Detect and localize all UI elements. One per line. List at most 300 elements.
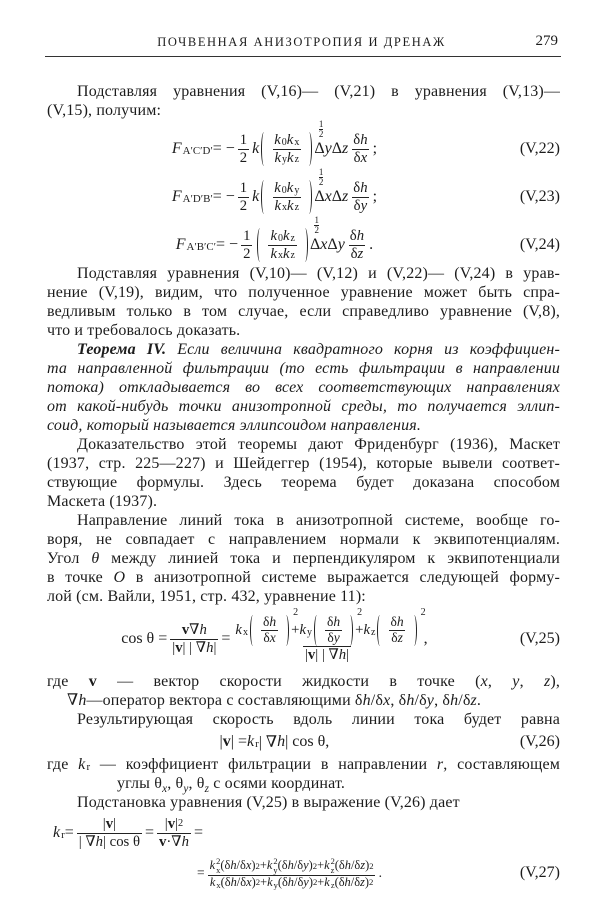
text-run: /δ — [350, 857, 361, 872]
italic-run: h — [269, 614, 277, 630]
text-run: ∇ — [67, 692, 79, 709]
text-line — [47, 302, 560, 321]
variable-base: k — [78, 756, 86, 773]
italic-run: h — [277, 733, 286, 750]
equation-label: (V,24) — [519, 236, 560, 253]
variable-base: k — [287, 197, 294, 214]
page-number: 279 — [535, 33, 558, 49]
text-run: δ — [353, 132, 361, 149]
math-variable — [53, 824, 65, 842]
math-variable — [275, 150, 288, 166]
header-rule — [45, 56, 561, 57]
text-run: Подставляя уравнения (V,16)— (V,21) в уравнения (V,13)— — [77, 83, 560, 100]
text-run: 2 — [243, 245, 251, 262]
italic-run: x — [383, 692, 391, 709]
variable-base: k — [274, 149, 282, 166]
italic-run: потока) откладывается во всех соответствующих направлениях — [47, 379, 560, 396]
italic-run: z — [342, 188, 349, 205]
italic-run: z — [360, 857, 366, 872]
equation-body — [47, 816, 560, 849]
numerator — [351, 180, 369, 196]
text-run: лой (см. Вайли, 1951, стр. 432, уравнение 11): — [47, 588, 366, 605]
text-run: | ∇ — [78, 833, 96, 850]
italic-run: h — [181, 833, 189, 850]
superscript: 2 — [330, 855, 335, 866]
text-run: Δ — [314, 188, 325, 205]
exponent-denominator: 2 — [314, 225, 319, 236]
text-run: + — [291, 622, 300, 639]
math-variable — [235, 622, 248, 638]
text-run: δ — [326, 614, 334, 630]
denominator — [273, 149, 302, 166]
equation-v24 — [47, 216, 560, 264]
italic-run: h — [356, 228, 365, 245]
italic-run: k — [252, 140, 260, 157]
exponent: 2 — [357, 607, 363, 619]
text-run: ) — [308, 874, 313, 889]
text-run: = — [145, 824, 155, 841]
text-run: (δ — [334, 874, 345, 889]
fraction — [170, 622, 218, 655]
group-content — [258, 615, 281, 646]
italic-run: h — [78, 692, 87, 709]
denominator — [261, 630, 277, 646]
text-run: (δ — [334, 857, 345, 872]
math-variable — [287, 132, 300, 148]
text-run: /δ — [370, 692, 384, 709]
left-parenthesis — [250, 615, 256, 646]
subscript: y — [294, 184, 300, 196]
group-content — [269, 132, 304, 165]
text-run: /δ — [294, 874, 304, 889]
variable-base: F — [171, 140, 182, 157]
scripts — [183, 141, 213, 157]
variable-base: k — [274, 197, 282, 214]
fraction — [238, 180, 249, 213]
italic-run: r — [436, 756, 444, 773]
math-variable — [270, 246, 283, 262]
fraction — [241, 228, 252, 261]
text-line — [47, 511, 560, 530]
italic-run: h — [199, 622, 207, 639]
equation-kr — [47, 812, 560, 854]
italic-run: y — [324, 140, 332, 157]
variable-base: k — [270, 245, 277, 262]
text-run: что и требовалось доказать. — [47, 322, 241, 339]
text-run: + — [259, 857, 267, 872]
subscript: z — [330, 865, 335, 876]
math-variable — [270, 228, 283, 244]
superscript: 2 — [216, 855, 221, 866]
numerator — [101, 816, 118, 832]
variable-base: k — [299, 622, 306, 639]
text-run: = − — [212, 140, 235, 157]
fraction — [261, 615, 278, 646]
text-run: | ∇ — [258, 734, 278, 751]
numerator: k 2 x (δ h /δ x ) 2 + k 2 y (δ h /δ y ) 2 + k 2 z (δ h /δ z ) 2 — [209, 855, 374, 876]
denominator — [389, 630, 405, 646]
italic-run: z — [357, 245, 364, 262]
text-run: δ — [353, 149, 361, 166]
running-header-title: ПОЧВЕННАЯ АНИЗОТРОПИЯ И ДРЕНАЖ — [157, 35, 446, 49]
paragraph-proof-sources — [47, 435, 560, 511]
variable-base: k — [286, 132, 294, 149]
numerator — [261, 615, 278, 630]
exponent-numerator: 1 — [314, 215, 319, 226]
equation-body — [47, 607, 512, 663]
numerator — [272, 132, 301, 148]
italic-run: z — [342, 140, 349, 157]
right-parenthesis — [283, 615, 289, 646]
fraction — [208, 857, 376, 890]
text-run: 2 — [239, 149, 248, 166]
subscript: y — [306, 626, 312, 638]
scripts — [371, 623, 375, 638]
italic-run: y — [426, 692, 435, 709]
text-run: . — [369, 236, 374, 253]
text-run: Δ — [331, 140, 343, 157]
bold-run: v — [181, 622, 190, 639]
text-line — [47, 549, 560, 568]
denominator — [349, 245, 366, 262]
italic-run: y — [360, 197, 368, 214]
variable-base: k — [53, 824, 61, 841]
equation-label: (V,25) — [519, 630, 560, 647]
math-variable — [176, 236, 216, 254]
math-variable — [275, 198, 288, 214]
text-run: = — [64, 824, 74, 841]
text-line — [47, 492, 560, 511]
text-line — [47, 82, 560, 101]
group-content — [269, 180, 304, 213]
paragraph-flow-direction — [47, 511, 560, 606]
subscript: x — [282, 202, 288, 214]
superscript: 2 — [273, 855, 278, 866]
bold-italic-run: Теорема IV. — [77, 341, 167, 358]
text-line — [47, 340, 560, 359]
text-run: , — [519, 673, 544, 690]
text-run: δ — [327, 629, 334, 645]
math-variable — [274, 180, 287, 196]
subscript: z — [330, 879, 335, 890]
numerator — [241, 228, 252, 244]
text-run: — коэффициент фильтрации в направлении — [90, 756, 437, 773]
italic-run: x — [245, 857, 252, 872]
variable-base: k — [209, 874, 216, 889]
italic-run: θ — [91, 550, 100, 567]
equation-v27 — [47, 854, 560, 892]
group-content — [385, 615, 408, 646]
text-line — [47, 378, 560, 397]
variable-base: F — [171, 188, 182, 205]
variable-base: k — [246, 733, 255, 750]
exponent-denominator: 2 — [318, 177, 324, 188]
denominator — [325, 630, 341, 646]
right-parenthesis — [411, 615, 417, 646]
fraction — [272, 132, 301, 165]
text-line — [47, 793, 560, 812]
math-variable — [267, 876, 278, 890]
subscript: x — [242, 626, 248, 638]
text-run: 2 — [239, 197, 248, 214]
italic-run: x — [360, 149, 368, 166]
italic-run: x — [324, 188, 332, 205]
math-variable — [287, 150, 299, 166]
equation-label: (V,23) — [519, 188, 560, 205]
variable-base: k — [274, 132, 281, 149]
subscript: x — [277, 250, 283, 262]
text-run: 1 — [243, 228, 251, 245]
text-run: — вектор скорости жидкости в точке ( — [96, 673, 481, 690]
text-run: δ — [350, 245, 358, 262]
text-run: ) — [365, 857, 370, 872]
where-clause-kr — [47, 755, 561, 796]
italic-run: Если величина квадратного корня из коэффициен- — [166, 341, 560, 358]
text-run: (δ — [220, 857, 231, 872]
text-run: + — [355, 622, 364, 639]
italic-run: h — [287, 857, 294, 872]
fraction — [325, 615, 342, 646]
denominator: k x (δ h /δ x ) 2 + k y (δ h /δ y ) 2 + k z (δ h /δ z ) 2 — [209, 874, 374, 890]
numerator — [268, 228, 297, 244]
left-parenthesis — [314, 615, 320, 646]
text-run: (δ — [220, 874, 231, 889]
text-run: | — [219, 733, 223, 750]
text-run: Δ — [331, 188, 343, 205]
subscript: x — [162, 783, 168, 796]
text-line — [47, 435, 560, 454]
left-parenthesis — [377, 615, 383, 646]
math-variable — [172, 140, 213, 158]
text-run: в точке — [47, 569, 114, 586]
subscript: z — [294, 154, 300, 166]
text-line — [47, 672, 560, 691]
math-variable — [78, 755, 90, 774]
variable-base: k — [287, 149, 294, 166]
exponent: 2 — [420, 607, 426, 619]
variable-base: k — [270, 228, 277, 245]
text-run: где — [47, 673, 89, 690]
text-run: δ — [390, 614, 397, 630]
text-run: δ — [391, 629, 398, 645]
text-run: ) — [251, 874, 256, 889]
math-variable — [210, 857, 221, 875]
scripts — [291, 246, 295, 261]
text-run: | — [102, 816, 106, 833]
denominator — [352, 149, 369, 166]
math-variable — [299, 622, 312, 638]
fraction — [351, 180, 369, 213]
math-variable — [287, 198, 299, 214]
text-run: δ — [353, 197, 361, 214]
text-run: ) — [251, 857, 256, 872]
italic-run: x — [246, 874, 252, 889]
text-run: ствующие формулы. Здесь теорема будет доказана способом — [47, 474, 560, 491]
equation-label: (V,26) — [519, 733, 560, 750]
math-variable — [324, 876, 334, 890]
fraction — [268, 228, 297, 261]
text-line — [47, 473, 560, 492]
text-line — [47, 416, 560, 435]
right-parenthesis — [302, 228, 308, 261]
group-content — [265, 228, 300, 261]
italic-run: h — [230, 874, 237, 889]
denominator — [238, 149, 249, 166]
italic-run: h — [338, 646, 347, 663]
denominator — [303, 646, 351, 663]
italic-run: y — [512, 673, 520, 690]
equation-v25 — [47, 608, 560, 670]
text-run: = − — [216, 236, 239, 253]
text-run: Маскета (1937). — [47, 493, 158, 510]
italic-run: h — [287, 874, 294, 889]
text-run: δ — [262, 614, 270, 630]
subscript: z — [290, 250, 295, 262]
text-run: Δ — [314, 140, 325, 157]
denominator — [157, 833, 191, 850]
text-line — [47, 454, 560, 473]
text-run: /δ — [350, 874, 361, 889]
italic-run: y — [337, 236, 345, 253]
text-run: δ — [263, 629, 270, 645]
text-run: | cos θ, — [285, 733, 330, 750]
text-run: | — [346, 646, 350, 663]
scripts — [243, 623, 248, 638]
text-run: /δ — [236, 857, 246, 872]
text-line — [47, 587, 560, 606]
text-line — [47, 321, 560, 340]
variable-base: F — [175, 236, 186, 253]
equation-body — [47, 119, 512, 166]
subscript: x — [216, 879, 221, 890]
exponent-fraction — [319, 168, 324, 187]
math-variable — [287, 180, 300, 196]
text-run: , δ — [390, 692, 407, 709]
italic-run: z — [470, 692, 477, 709]
italic-run: h — [206, 639, 214, 656]
paragraph-proof-conclusion — [47, 264, 560, 340]
math-variable — [283, 228, 295, 244]
subscript: y — [183, 783, 189, 796]
subscript: z — [371, 626, 376, 638]
italic-run: h — [360, 132, 368, 149]
fraction — [388, 615, 405, 646]
text-run: Δ — [327, 236, 338, 253]
subscript: z — [290, 232, 295, 244]
text-run: между линией тока и перпендикуляром к эквипотенциали — [99, 550, 560, 567]
text-line — [47, 755, 560, 774]
denominator — [273, 197, 302, 214]
italic-run: y — [303, 857, 309, 872]
right-parenthesis — [306, 180, 312, 213]
text-line — [47, 359, 560, 378]
numerator — [325, 615, 342, 630]
fraction — [238, 132, 249, 165]
math-variable — [324, 857, 335, 875]
bold-run: v — [175, 639, 183, 656]
text-run: cos θ = — [121, 630, 168, 647]
italic-run: h — [360, 180, 368, 197]
bold-run: v — [222, 733, 231, 750]
text-run: ; — [372, 140, 378, 157]
equation-body — [47, 732, 512, 752]
text-run: (δ — [277, 874, 288, 889]
scripts — [294, 181, 299, 196]
denominator — [268, 245, 297, 262]
equation-v23 — [47, 168, 560, 216]
italic-run: z — [360, 874, 365, 889]
text-run: ), — [550, 673, 560, 690]
text-run: Доказательство этой теоремы дают Фриденбург (1936), Маскет — [77, 436, 560, 453]
numerator — [272, 180, 301, 196]
text-run: | — [113, 816, 117, 833]
variable-base: k — [363, 622, 370, 639]
exponent: 2 — [293, 607, 299, 619]
math-variable — [210, 876, 221, 890]
left-parenthesis — [261, 132, 267, 165]
text-run: = — [221, 630, 231, 647]
left-parenthesis — [257, 228, 263, 261]
text-run: | cos θ — [103, 833, 141, 850]
text-run: 1 — [239, 180, 248, 197]
scripts — [294, 133, 299, 148]
text-run: ) — [364, 874, 370, 889]
bold-run: v — [105, 816, 114, 833]
math-variable — [172, 188, 213, 206]
italic-run: от какой-нибудь точки анизотропной среды, то получается эллип- — [47, 398, 560, 415]
exponent-denominator: 2 — [318, 129, 324, 140]
equation-v22 — [47, 120, 560, 168]
variable-base: k — [324, 874, 330, 889]
text-run: + — [317, 857, 325, 872]
text-run: , θ — [188, 775, 205, 792]
text-run: δ — [353, 180, 361, 197]
subscript: x — [294, 136, 300, 148]
bold-run: v — [307, 646, 316, 663]
numerator — [351, 132, 369, 148]
text-run: ∇ — [189, 622, 200, 639]
subscript: y — [282, 154, 288, 166]
math-variable — [283, 246, 295, 262]
text-run: Результирующая скорость вдоль линии тока будет равна — [77, 711, 560, 728]
variable-base: k — [282, 228, 290, 245]
paragraph-substitution — [47, 793, 560, 812]
text-run: углы θ — [117, 775, 163, 792]
math-variable — [247, 733, 259, 751]
equation-label: (V,22) — [519, 140, 560, 157]
text-run: Подстановка уравнения (V,25) в выражение (V,26) дает — [77, 794, 460, 811]
text-run: δ — [349, 228, 357, 245]
text-run: /δ — [293, 857, 304, 872]
text-run: | = — [230, 733, 247, 750]
text-run: = − — [212, 188, 235, 205]
text-run: + — [317, 874, 325, 889]
numerator — [180, 622, 209, 638]
subscript: x — [216, 865, 221, 876]
scripts — [291, 229, 295, 244]
text-run: Подставляя уравнения (V,10)— (V,12) и (V,22)— (V,24) в урав- — [77, 265, 560, 282]
text-line — [47, 710, 560, 729]
variable-base: k — [324, 857, 330, 872]
subscript: A′D′B′ — [182, 193, 213, 206]
paragraph-substitution-intro — [47, 82, 560, 120]
text-run: , — [423, 630, 428, 647]
subscript: z — [204, 783, 210, 796]
denominator — [170, 639, 218, 656]
equation-label: (V,27) — [519, 864, 560, 881]
numerator — [348, 228, 366, 244]
text-line — [47, 691, 560, 710]
